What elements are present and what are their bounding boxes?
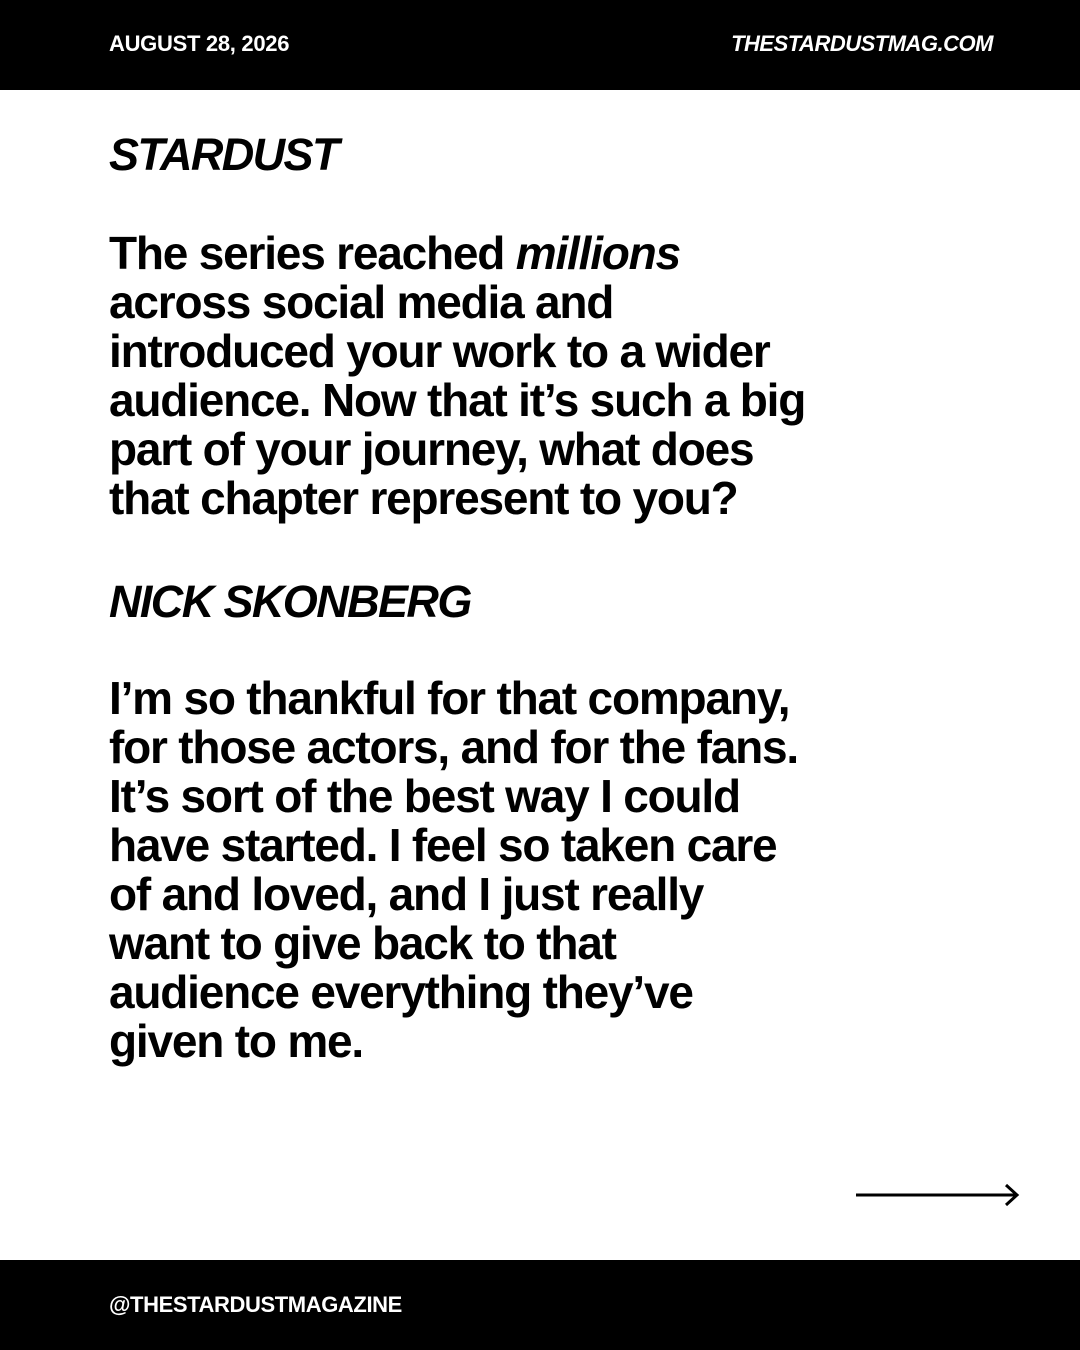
question-text-emphasis: millions [515, 227, 680, 279]
question-text [109, 229, 809, 523]
interviewer-label: STARDUST [109, 129, 338, 180]
social-handle[interactable]: @THESTARDUSTMAGAZINE [109, 1292, 402, 1317]
interviewee-label: NICK SKONBERG [109, 576, 471, 627]
site-url[interactable]: THESTARDUSTMAG.COM [731, 31, 993, 56]
interview-content [109, 126, 809, 1066]
bottom-bar [0, 1260, 1080, 1350]
answer-text: I’m so thankful for that company, for those actors, and for the fans. It’s sort of the best way I could have started. I feel so taken care of and loved, and I just really want to give back to that audience everything they’ve given to me. [109, 672, 798, 1067]
top-bar [0, 0, 1080, 90]
question-text-before: The series reached [109, 227, 516, 279]
question-text-after: across social media and introduced your work to a wider audience. Now that it’s such a big part of your journey, what does that chapter represent to you? [109, 276, 806, 524]
arrow-right-icon [856, 1182, 1020, 1208]
publish-date: AUGUST 28, 2026 [109, 31, 290, 56]
next-arrow-button[interactable] [856, 1182, 1020, 1208]
